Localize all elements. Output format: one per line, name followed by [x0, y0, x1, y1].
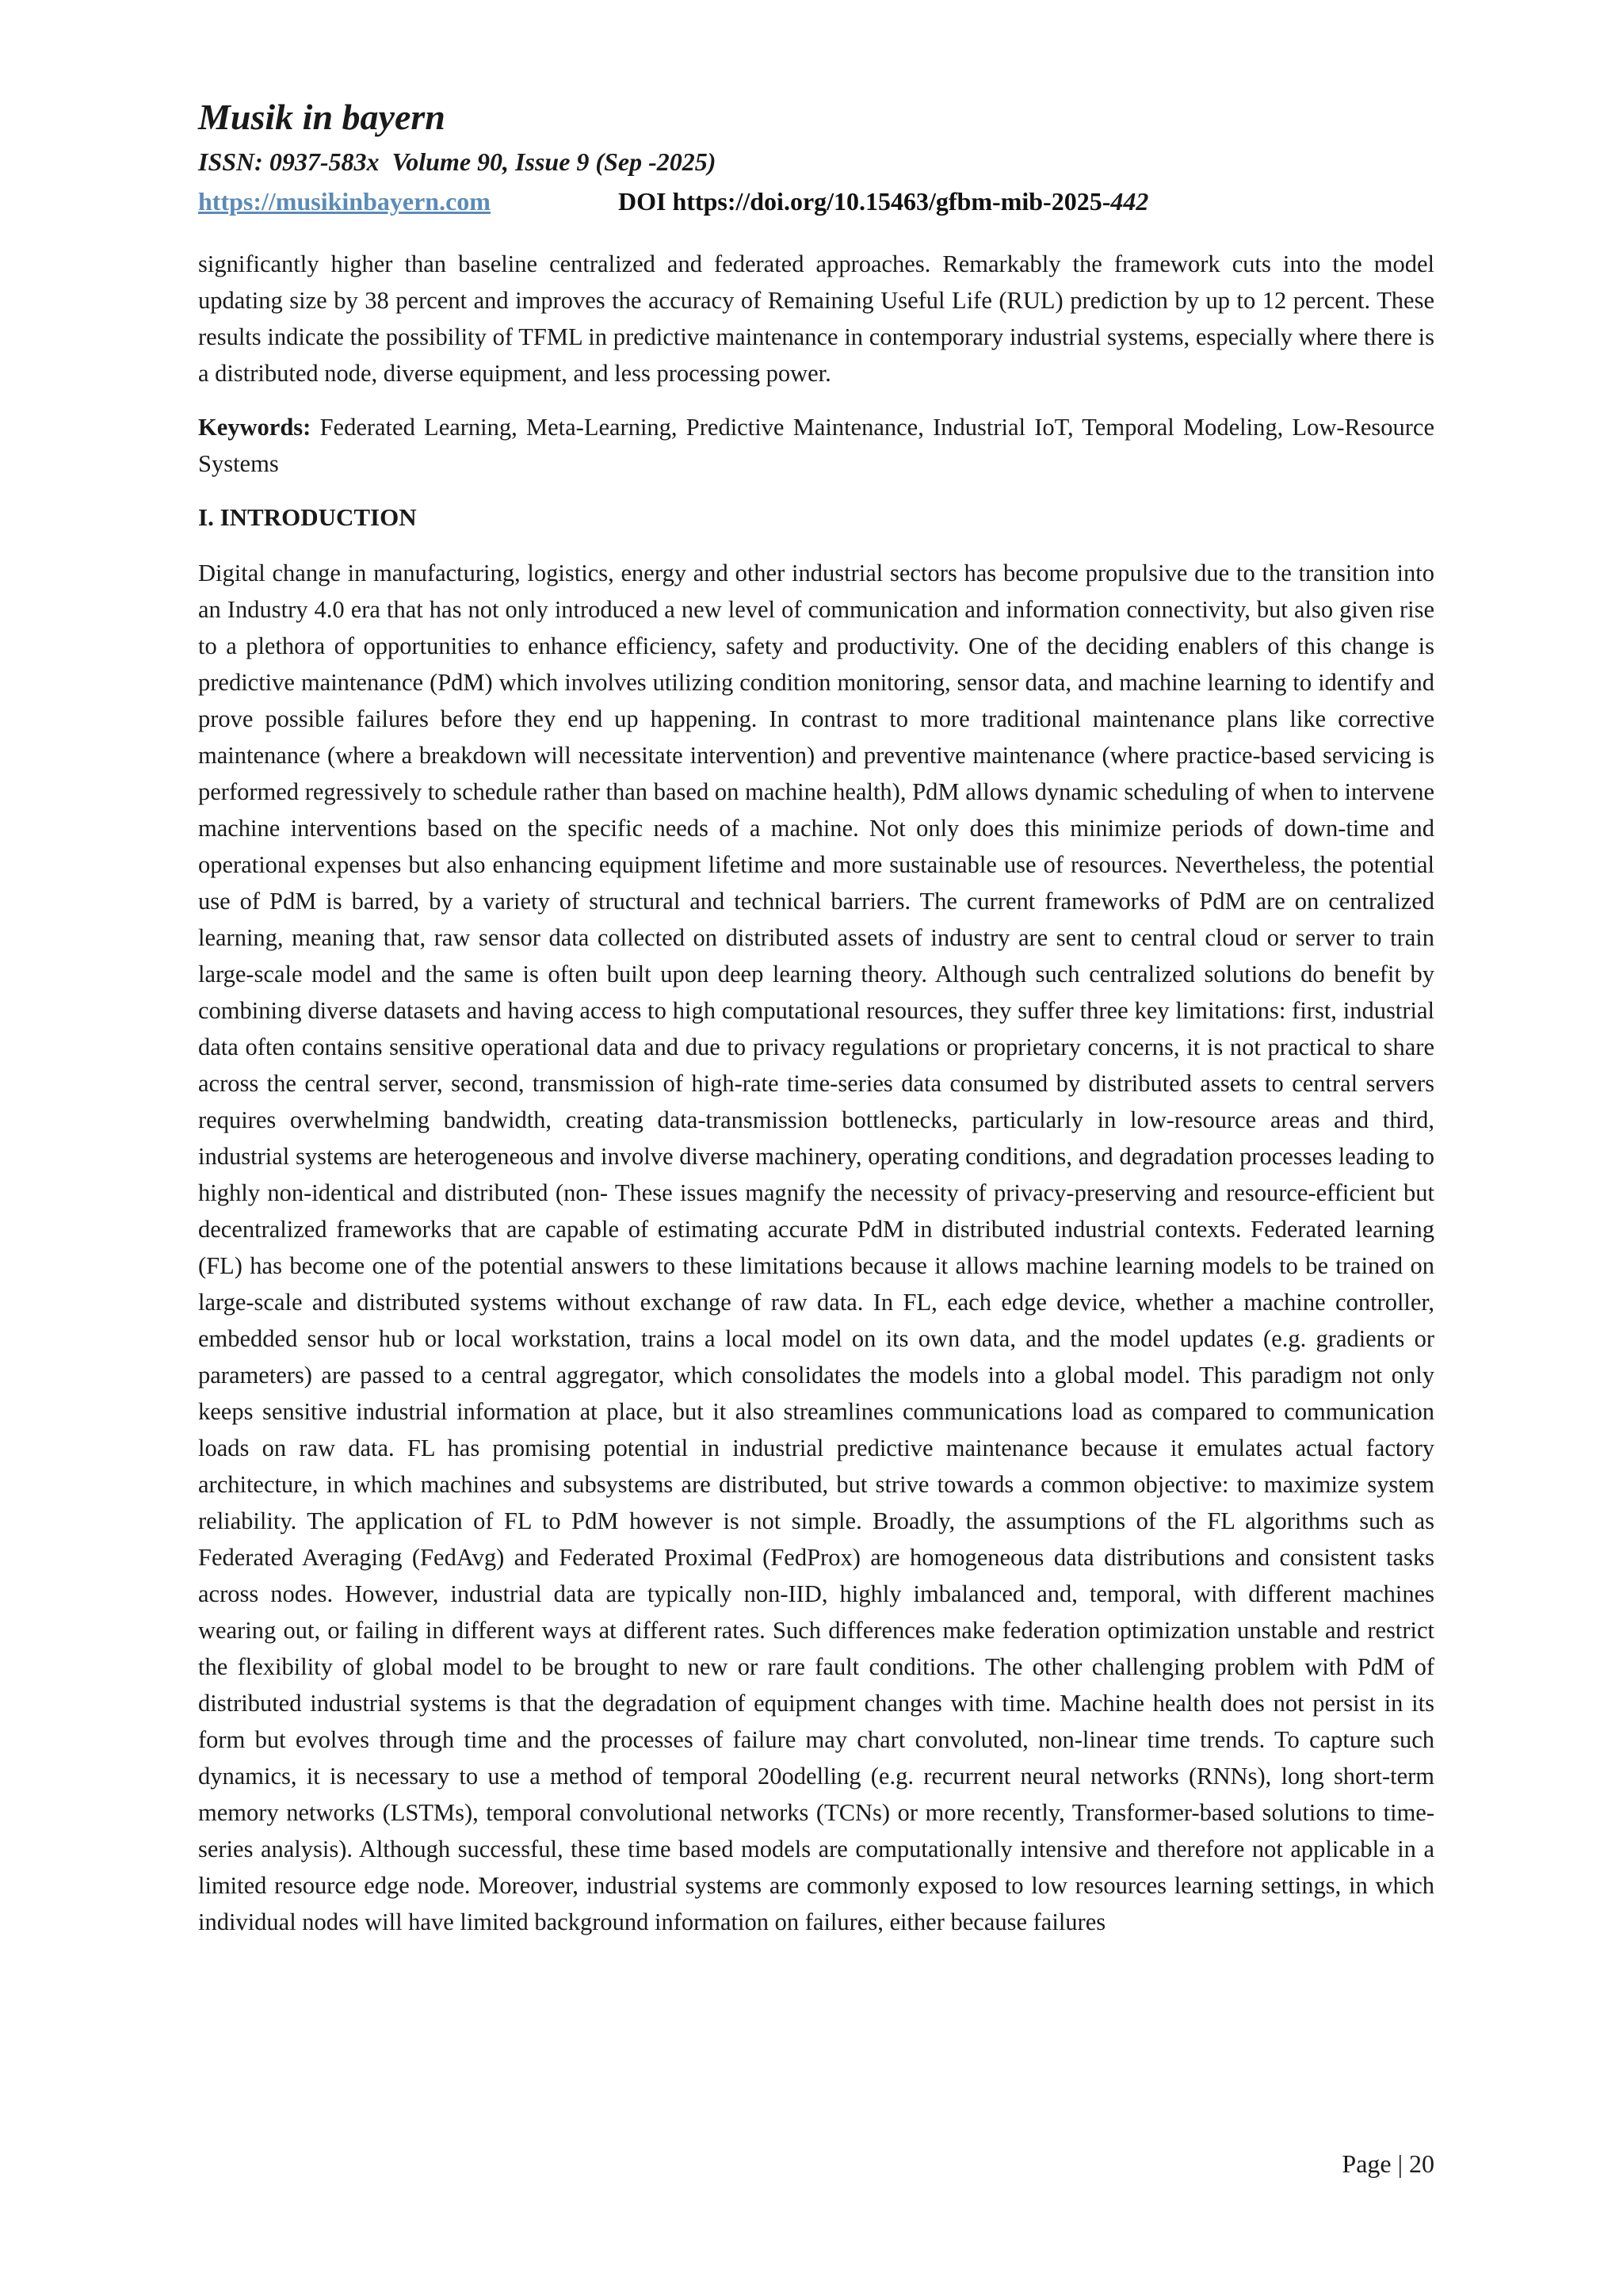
page-header	[198, 94, 1434, 219]
journal-website-link[interactable]: https://musikinbayern.com	[198, 187, 491, 216]
keywords-label: Keywords:	[198, 414, 311, 441]
keywords-paragraph	[198, 409, 1434, 482]
issn-volume-line: ISSN: 0937-583x Volume 90, Issue 9 (Sep -2025)	[198, 147, 716, 176]
page-number: Page | 20	[1342, 2149, 1434, 2178]
header-links	[198, 184, 1434, 219]
article-body	[198, 246, 1434, 1958]
doi-number: 442	[1110, 187, 1149, 216]
keywords-text: Federated Learning, Meta-Learning, Predictive Maintenance, Industrial IoT, Temporal Modeling, Low-Resource Systems	[198, 414, 1434, 477]
journal-title: Musik in bayern	[198, 97, 445, 137]
section-heading-introduction: I. INTRODUCTION	[198, 503, 417, 531]
abstract-continuation: significantly higher than baseline centralized and federated approaches. Remarkably the framework cuts into the model updating size by 38 percent and improves the accuracy of Remaining Useful Life (RUL) prediction by up to 12 percent. These results indicate the possibility of TFML in predictive maintenance in contemporary industrial systems, especially where there is a distributed node, diverse equipment, and less processing power.	[198, 250, 1434, 387]
introduction-paragraph: Digital change in manufacturing, logistics, energy and other industrial sectors has become propulsive due to the transition into an Industry 4.0 era that has not only introduced a new level of communication and information connectivity, but also given rise to a plethora of opportunities to enhance efficiency, safety and productivity. One of the deciding enablers of this change is predictive maintenance (PdM) which involves utilizing condition monitoring, sensor data, and machine learning to identify and prove possible failures before they end up happening. In contrast to more traditional maintenance plans like corrective maintenance (where a breakdown will necessitate intervention) and preventive maintenance (where practice-based servicing is performed regressively to schedule rather than based on machine health), PdM allows dynamic scheduling of when to intervene machine interventions based on the specific needs of a machine. Not only does this minimize periods of down-time and operational expenses but also enhancing equipment lifetime and more sustainable use of resources. Nevertheless, the potential use of PdM is barred, by a variety of structural and technical barriers. The current frameworks of PdM are on centralized learning, meaning that, raw sensor data collected on distributed assets of industry are sent to central cloud or server to train large-scale model and the same is often built upon deep learning theory. Although such centralized solutions do benefit by combining diverse datasets and having access to high computational resources, they suffer three key limitations: first, industrial data often contains sensitive operational data and due to privacy regulations or proprietary concerns, it is not practical to share across the central server, second, transmission of high-rate time-series data consumed by distributed assets to central servers requires overwhelming bandwidth, creating data-transmission bottlenecks, particularly in low-resource areas and third, industrial systems are heterogeneous and involve diverse machinery, operating conditions, and degradation processes leading to highly non-identical and distributed (non- These issues magnify the necessity of privacy-preserving and resource-efficient but decentralized frameworks that are capable of estimating accurate PdM in distributed industrial contexts. Federated learning (FL) has become one of the potential answers to these limitations because it allows machine learning models to be trained on large-scale and distributed systems without exchange of raw data. In FL, each edge device, whether a machine controller, embedded sensor hub or local workstation, trains a local model on its own data, and the model updates (e.g. gradients or parameters) are passed to a central aggregator, which consolidates the models into a global model. This paradigm not only keeps sensitive industrial information at place, but it also streamlines communications load as compared to communication loads on raw data. FL has promising potential in industrial predictive maintenance because it emulates actual factory architecture, in which machines and subsystems are distributed, but strive towards a common objective: to maximize system reliability. The application of FL to PdM however is not simple. Broadly, the assumptions of the FL algorithms such as Federated Averaging (FedAvg) and Federated Proximal (FedProx) are homogeneous data distributions and consistent tasks across nodes. However, industrial data are typically non-IID, highly imbalanced and, temporal, with different machines wearing out, or failing in different ways at different rates. Such differences make federation optimization unstable and restrict the flexibility of global model to be brought to new or rare fault conditions. The other challenging problem with PdM of distributed industrial systems is that the degradation of equipment changes with time. Machine health does not persist in its form but evolves through time and the processes of failure may chart convoluted, non-linear time trends. To capture such dynamics, it is necessary to use a method of temporal 20odelling (e.g. recurrent neural networks (RNNs), long short-term memory networks (LSTMs), temporal convolutional networks (TCNs) or more recently, Transformer-based solutions to time-series analysis). Although successful, these time based models are computationally intensive and therefore not applicable in a limited resource edge node. Moreover, industrial systems are commonly exposed to low resources learning settings, in which individual nodes will have limited background information on failures, either because failures	[198, 560, 1434, 1935]
doi-label: DOI https://doi.org/10.15463/gfbm-mib-2025-	[618, 187, 1111, 216]
